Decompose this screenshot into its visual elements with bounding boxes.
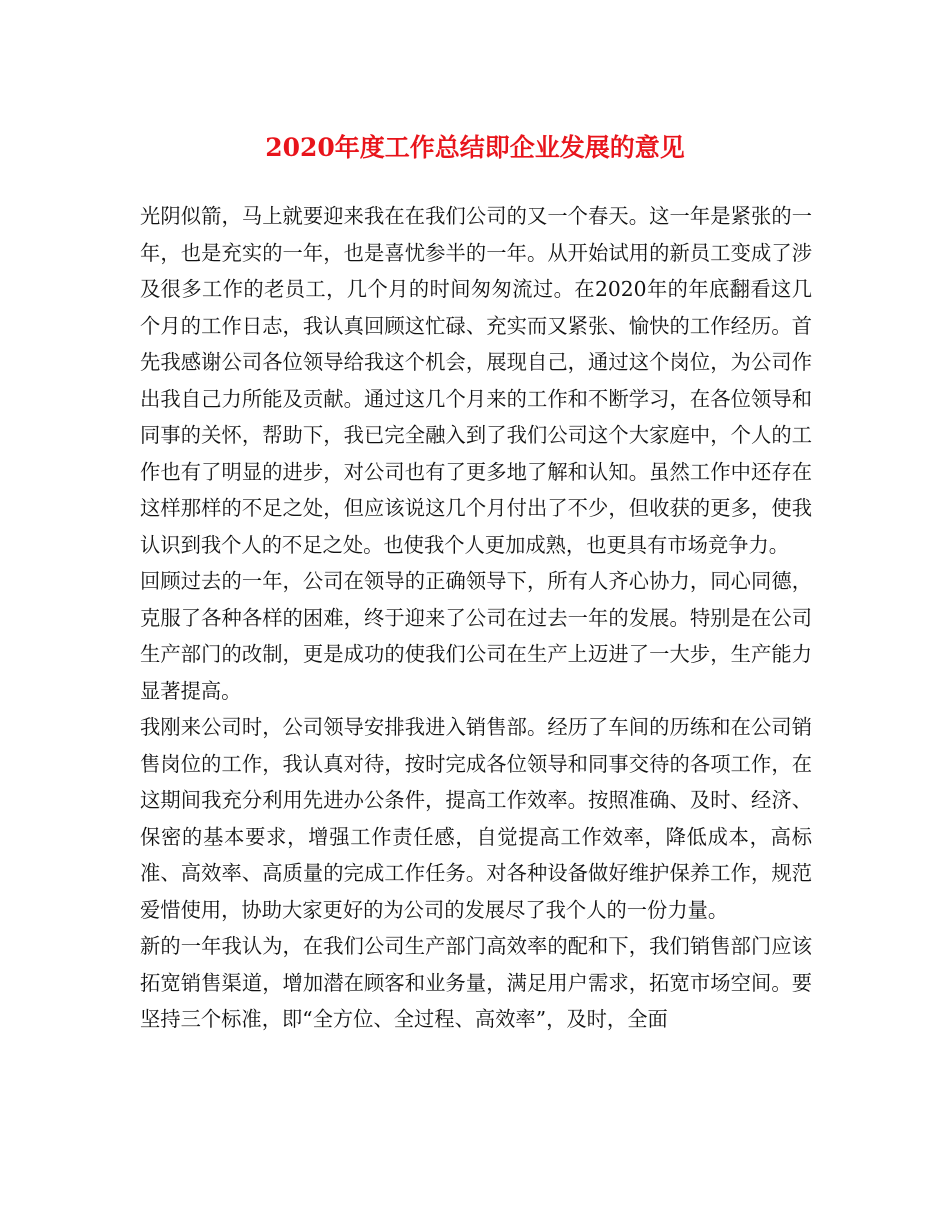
document-title: 2020年度工作总结即企业发展的意见 [265,133,685,162]
paragraph-3: 我刚来公司时，公司领导安排我进入销售部。经历了车间的历练和在公司销售岗位的工作，我认真对待，按时完成各位领导和同事交待的各项工作，在这期间我充分利用先进办公条件，提高工作效率。按照准确、及时、经济、保密的基本要求，增强工作责任感，自觉提高工作效率，降低成本，高标准、高效率、高质量的完成工作任务。对各种设备做好维护保养工作，规范爱惜使用，协助大家更好的为公司的发展尽了我个人的一份力量。 [140,715,812,922]
paragraph-4: 新的一年我认为，在我们公司生产部门高效率的配和下，我们销售部门应该拓宽销售渠道，增加潜在顾客和业务量，满足用户需求，拓宽市场空间。要坚持三个标准，即“全方位、全过程、高效率”，及时，全面 [140,934,812,1031]
paragraph-1: 光阴似箭，马上就要迎来我在在我们公司的又一个春天。这一年是紧张的一年，也是充实的一年，也是喜忧参半的一年。从开始试用的新员工变成了涉及很多工作的老员工，几个月的时间匆匆流过。在2020年的年底翻看这几个月的工作日志，我认真回顾这忙碌、充实而又紧张、愉快的工作经历。首先我感谢公司各位领导给我这个机会，展现自己，通过这个岗位，为公司作出我自己力所能及贡献。通过这几个月来的工作和不断学习，在各位领导和同事的关怀，帮助下，我已完全融入到了我们公司这个大家庭中，个人的工作也有了明显的进步，对公司也有了更多地了解和认知。虽然工作中还存在这样那样的不足之处，但应该说这几个月付出了不少，但收获的更多，使我认识到我个人的不足之处。也使我个人更加成熟，也更具有市场竞争力。 [140,204,812,557]
document-body [140,198,812,1038]
paragraph-2: 回顾过去的一年，公司在领导的正确领导下，所有人齐心协力，同心同德，克服了各种各样的困难，终于迎来了公司在过去一年的发展。特别是在公司生产部门的改制，更是成功的使我们公司在生产上迈进了一大步，生产能力显著提高。 [140,569,812,703]
